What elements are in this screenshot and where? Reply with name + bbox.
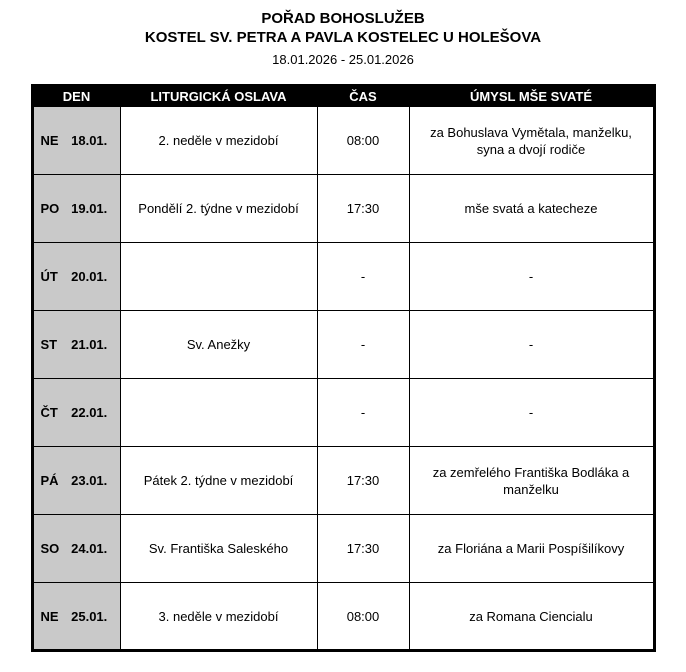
day-abbrev: ST xyxy=(40,337,58,352)
table-row xyxy=(32,447,654,515)
document-header xyxy=(0,9,686,69)
celebration-cell xyxy=(120,243,317,311)
time-cell: 08:00 xyxy=(317,107,409,175)
column-header-celebration: LITURGICKÁ OSLAVA xyxy=(120,86,317,107)
celebration-cell xyxy=(120,379,317,447)
intention-cell: - xyxy=(409,243,654,311)
header-row xyxy=(32,86,654,107)
column-header-intention: ÚMYSL MŠE SVATÉ xyxy=(409,86,654,107)
intention-cell: za Floriána a Marii Pospíšilíkovy xyxy=(409,515,654,583)
day-abbrev: ČT xyxy=(40,405,58,420)
day-date: 20.01. xyxy=(71,269,108,284)
table-row xyxy=(32,107,654,175)
celebration-cell: Sv. Františka Saleského xyxy=(120,515,317,583)
document-title: POŘAD BOHOSLUŽEB xyxy=(261,10,425,27)
celebration-cell: 3. neděle v mezidobí xyxy=(120,583,317,651)
day-date: 19.01. xyxy=(71,201,108,216)
time-cell: 17:30 xyxy=(317,447,409,515)
date-range: 18.01.2026 - 25.01.2026 xyxy=(272,52,414,67)
time-cell: 17:30 xyxy=(317,175,409,243)
day-date: 23.01. xyxy=(71,473,108,488)
day-date: 18.01. xyxy=(71,133,108,148)
time-cell: 08:00 xyxy=(317,583,409,651)
table-row xyxy=(32,515,654,583)
intention-cell: za zemřelého Františka Bodláka a manželku xyxy=(409,447,654,515)
column-header-time: ČAS xyxy=(317,86,409,107)
day-cell xyxy=(32,379,120,447)
column-header-day: DEN xyxy=(32,86,120,107)
intention-cell: za Bohuslava Vymětala, manželku, syna a dvojí rodiče xyxy=(409,107,654,175)
celebration-cell: Pondělí 2. týdne v mezidobí xyxy=(120,175,317,243)
time-cell: - xyxy=(317,379,409,447)
day-cell xyxy=(32,447,120,515)
time-cell: 17:30 xyxy=(317,515,409,583)
intention-cell: za Romana Ciencialu xyxy=(409,583,654,651)
table-row xyxy=(32,379,654,447)
day-abbrev: NE xyxy=(40,608,59,624)
day-abbrev: PO xyxy=(40,201,60,216)
table-row xyxy=(32,243,654,311)
table-row xyxy=(32,583,654,651)
church-name: KOSTEL SV. PETRA A PAVLA KOSTELEC U HOLEŠOVA xyxy=(144,29,542,46)
time-cell: - xyxy=(317,243,409,311)
day-date: 24.01. xyxy=(71,541,108,556)
day-cell xyxy=(32,583,120,651)
intention-cell: - xyxy=(409,379,654,447)
celebration-cell: Pátek 2. týdne v mezidobí xyxy=(120,447,317,515)
day-abbrev: PÁ xyxy=(40,473,59,488)
celebration-cell: Sv. Anežky xyxy=(120,311,317,379)
celebration-cell: 2. neděle v mezidobí xyxy=(120,107,317,175)
day-abbrev: SO xyxy=(40,541,60,556)
table-row xyxy=(32,175,654,243)
day-date: 22.01. xyxy=(71,405,108,420)
day-abbrev: NE xyxy=(40,133,59,148)
time-cell: - xyxy=(317,311,409,379)
intention-cell: mše svatá a katecheze xyxy=(409,175,654,243)
day-date: 25.01. xyxy=(71,608,108,624)
day-cell xyxy=(32,515,120,583)
intention-cell: - xyxy=(409,311,654,379)
day-cell xyxy=(32,175,120,243)
day-cell xyxy=(32,107,120,175)
day-date: 21.01. xyxy=(71,337,108,352)
table-row xyxy=(32,311,654,379)
day-abbrev: ÚT xyxy=(40,269,58,284)
day-cell xyxy=(32,311,120,379)
day-cell xyxy=(32,243,120,311)
schedule-table xyxy=(31,84,656,652)
